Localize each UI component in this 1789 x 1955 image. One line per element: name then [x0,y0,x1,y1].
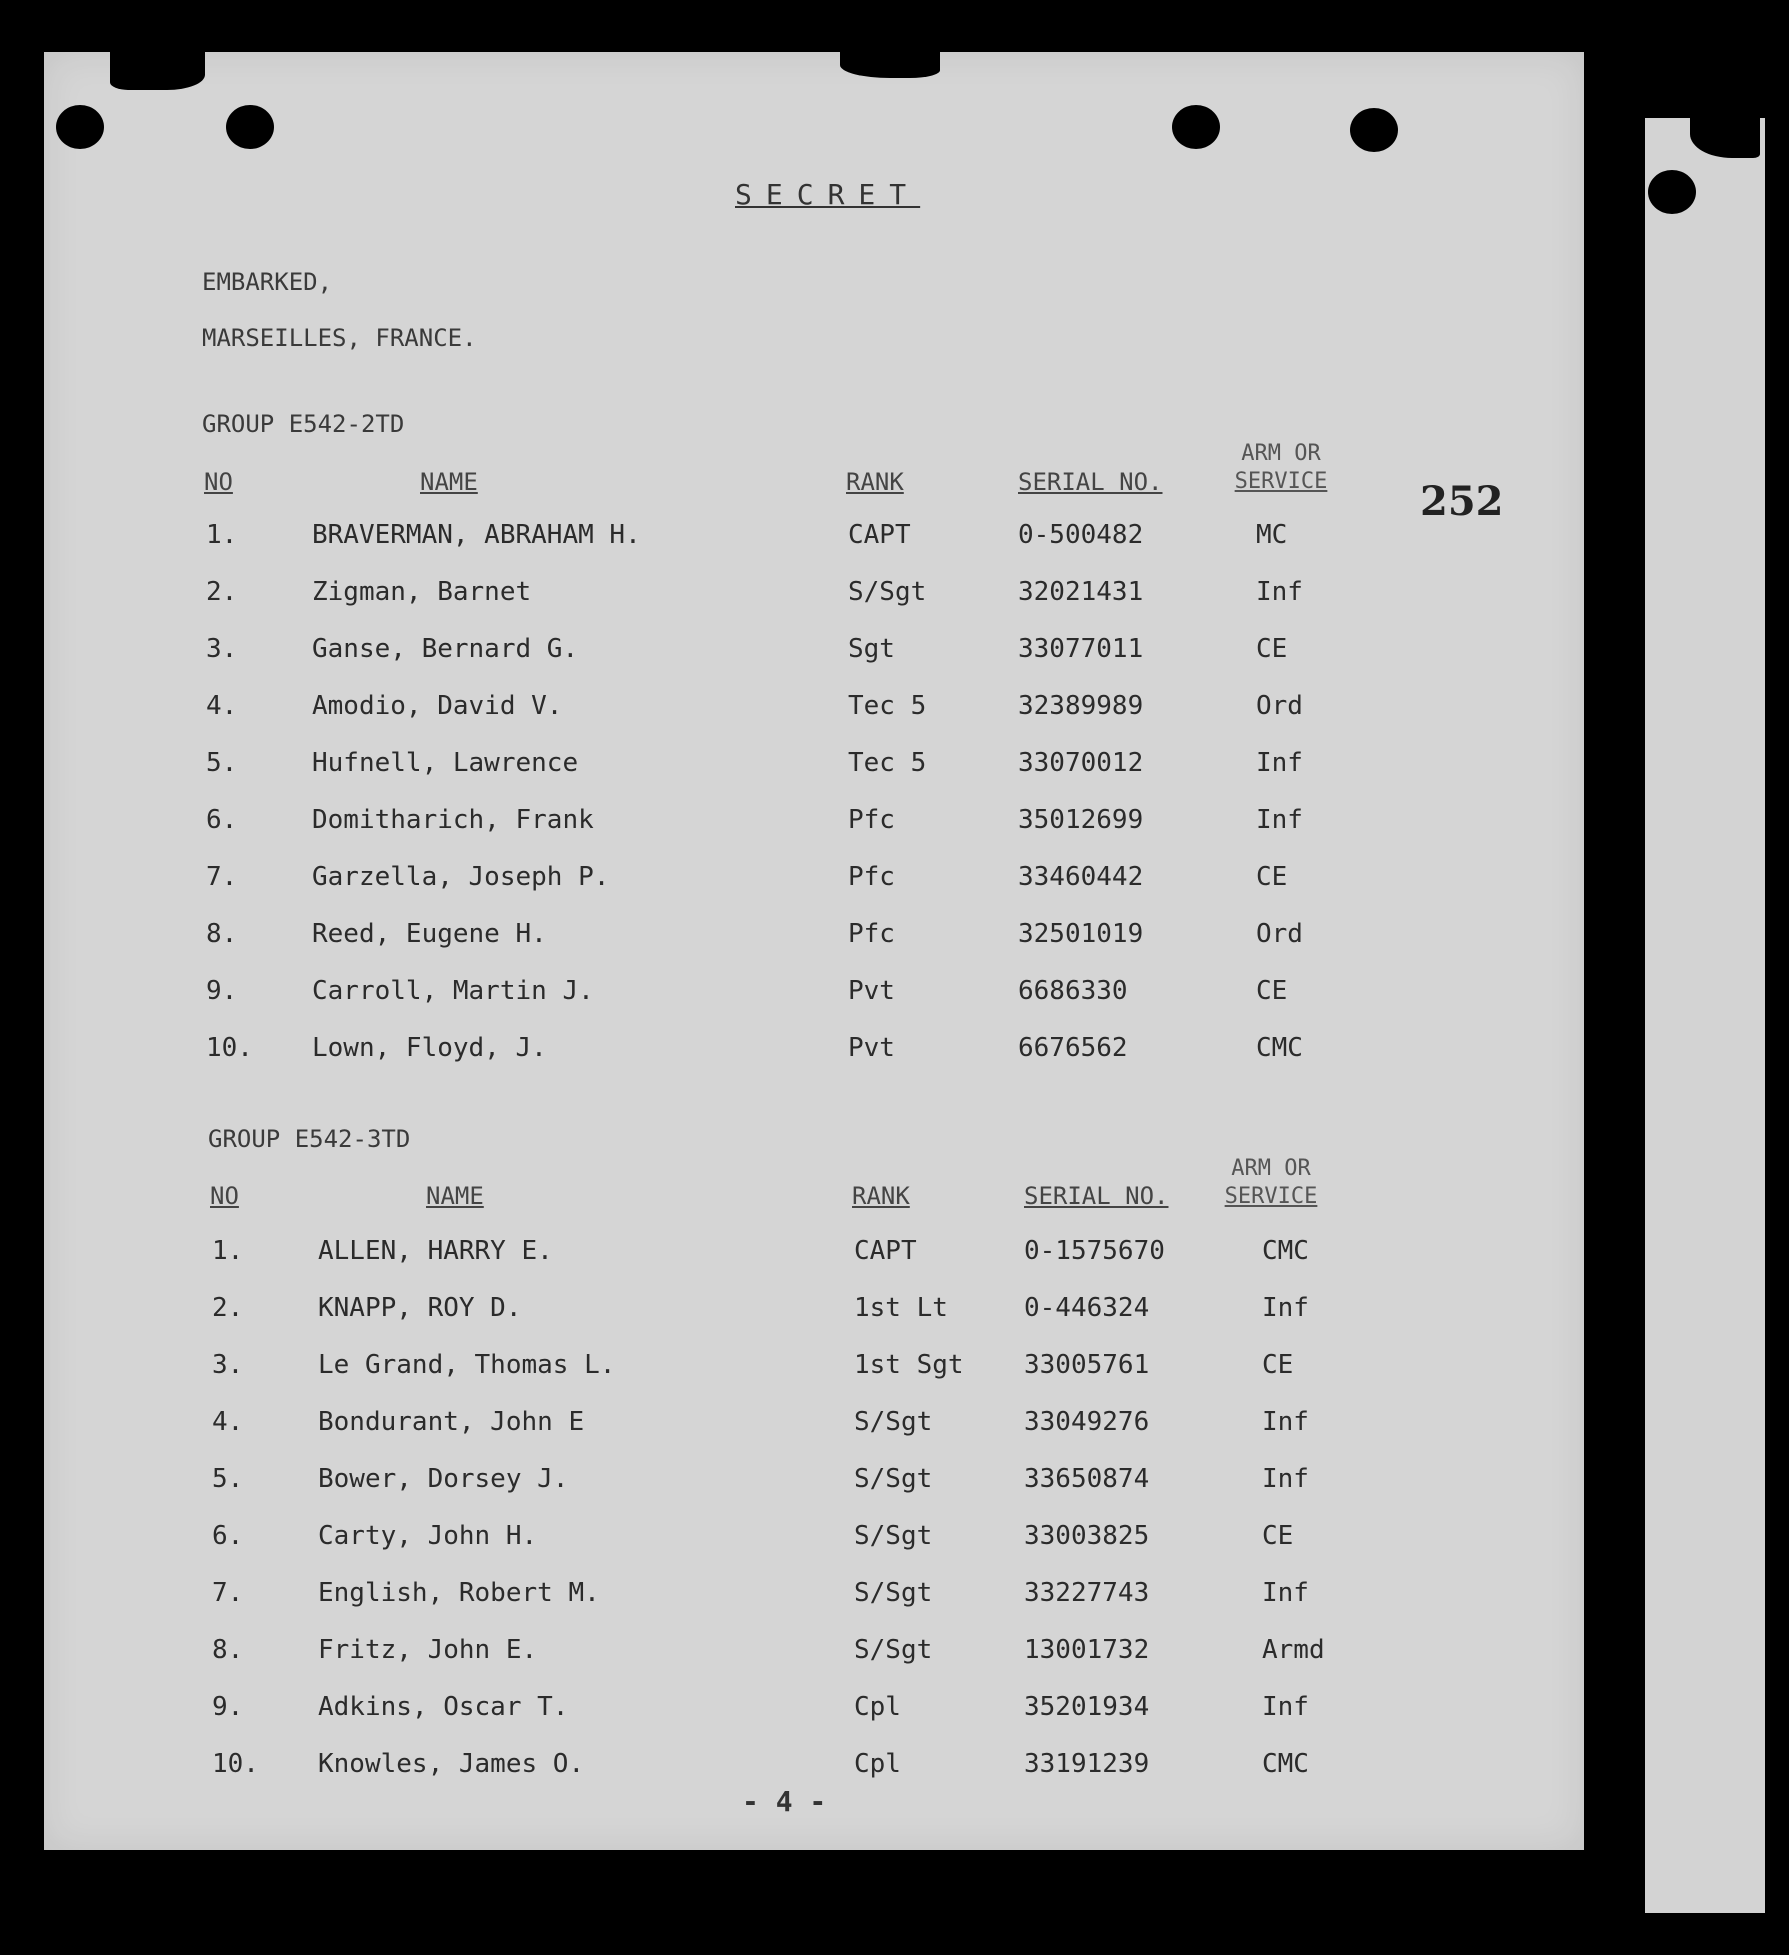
group-title: GROUP E542-2TD [202,410,405,438]
table-row [212,1521,1362,1561]
cell-name: Carty, John H. [318,1521,538,1551]
column-header-serial: SERIAL NO. [1018,468,1163,496]
cell-no: 3. [212,1350,244,1380]
cell-rank: S/Sgt [854,1464,933,1494]
cell-rank: Pvt [848,976,895,1006]
cell-arm: CE [1262,1521,1294,1551]
cell-serial: 33077011 [1018,634,1144,664]
table-row [206,976,1356,1016]
arm-header-top: ARM OR [1231,1156,1311,1181]
table-row [206,577,1356,617]
cell-serial: 0-446324 [1024,1293,1150,1323]
cell-name: Adkins, Oscar T. [318,1692,569,1722]
table-row [212,1293,1362,1333]
group-title: GROUP E542-3TD [208,1125,411,1153]
column-header-rank: RANK [852,1182,910,1210]
table-row [206,748,1356,788]
column-header-no: NO [210,1182,239,1210]
cell-no: 4. [212,1407,244,1437]
table-row [206,691,1356,731]
cell-no: 8. [212,1635,244,1665]
cell-rank: CAPT [854,1236,917,1266]
column-header-rank: RANK [846,468,904,496]
cell-rank: 1st Lt [854,1293,948,1323]
cell-arm: CE [1256,976,1288,1006]
cell-arm: CMC [1262,1749,1309,1779]
cell-serial: 35012699 [1018,805,1144,835]
table-row [212,1464,1362,1504]
cell-no: 5. [212,1464,244,1494]
cell-no: 9. [206,976,238,1006]
cell-rank: Cpl [854,1692,901,1722]
cell-no: 7. [206,862,238,892]
cell-arm: Inf [1262,1407,1309,1437]
cell-rank: S/Sgt [854,1407,933,1437]
cell-arm: Ord [1256,919,1303,949]
punch-hole [226,105,274,149]
page-number: - 4 - [742,1785,827,1818]
cell-arm: Inf [1256,577,1303,607]
cell-no: 7. [212,1578,244,1608]
cell-serial: 33005761 [1024,1350,1150,1380]
cell-serial: 33650874 [1024,1464,1150,1494]
arm-header-top: ARM OR [1241,441,1321,466]
cell-arm: Inf [1262,1464,1309,1494]
cell-rank: Pfc [848,805,895,835]
torn-edge [840,52,940,78]
cell-no: 6. [206,805,238,835]
cell-rank: Tec 5 [848,691,927,721]
cell-name: Knowles, James O. [318,1749,585,1779]
cell-serial: 13001732 [1024,1635,1150,1665]
cell-no: 8. [206,919,238,949]
cell-no: 5. [206,748,238,778]
cell-rank: Pfc [848,919,895,949]
cell-no: 2. [206,577,238,607]
column-header-serial: SERIAL NO. [1024,1182,1169,1210]
embarked-line: EMBARKED, [202,268,333,296]
cell-serial: 33191239 [1024,1749,1150,1779]
cell-name: Lown, Floyd, J. [312,1033,547,1063]
table-row [212,1578,1362,1618]
cell-arm: CE [1256,634,1288,664]
column-header-no: NO [204,468,233,496]
punch-hole [1648,170,1696,214]
cell-serial: 33049276 [1024,1407,1150,1437]
table-row [212,1749,1362,1789]
cell-no: 6. [212,1521,244,1551]
table-row [206,520,1356,560]
cell-no: 1. [212,1236,244,1266]
cell-no: 1. [206,520,238,550]
cell-rank: Pfc [848,862,895,892]
table-row [212,1407,1362,1447]
cell-arm: Inf [1262,1692,1309,1722]
cell-arm: CE [1256,862,1288,892]
cell-serial: 33227743 [1024,1578,1150,1608]
adjacent-page-strip [1645,118,1765,1913]
cell-arm: Inf [1262,1293,1309,1323]
cell-no: 3. [206,634,238,664]
cell-name: Amodio, David V. [312,691,563,721]
cell-arm: Inf [1256,805,1303,835]
cell-serial: 33070012 [1018,748,1144,778]
cell-name: Bondurant, John E [318,1407,585,1437]
cell-no: 4. [206,691,238,721]
cell-serial: 33460442 [1018,862,1144,892]
cell-serial: 33003825 [1024,1521,1150,1551]
cell-no: 10. [206,1033,253,1063]
cell-name: Carroll, Martin J. [312,976,594,1006]
cell-arm: CMC [1256,1033,1303,1063]
cell-rank: 1st Sgt [854,1350,964,1380]
cell-rank: S/Sgt [854,1635,933,1665]
classification-heading: SECRET [735,178,921,211]
cell-rank: S/Sgt [848,577,927,607]
cell-name: ALLEN, HARRY E. [318,1236,553,1266]
cell-name: English, Robert M. [318,1578,600,1608]
cell-name: Le Grand, Thomas L. [318,1350,616,1380]
table-row [206,919,1356,959]
cell-no: 9. [212,1692,244,1722]
punch-hole [1172,105,1220,149]
table-row [206,634,1356,674]
column-header-arm [1222,440,1340,496]
torn-edge [110,52,205,90]
column-header-name: NAME [426,1182,484,1210]
cell-arm: Ord [1256,691,1303,721]
table-row [206,862,1356,902]
cell-arm: Armd [1262,1635,1325,1665]
cell-serial: 32501019 [1018,919,1144,949]
cell-serial: 6686330 [1018,976,1128,1006]
table-row [212,1236,1362,1276]
cell-arm: CMC [1262,1236,1309,1266]
cell-rank: CAPT [848,520,911,550]
punch-hole [1350,108,1398,152]
cell-no: 10. [212,1749,259,1779]
cell-rank: Sgt [848,634,895,664]
cell-serial: 6676562 [1018,1033,1128,1063]
table-row [206,805,1356,845]
cell-name: Reed, Eugene H. [312,919,547,949]
cell-rank: S/Sgt [854,1578,933,1608]
cell-name: BRAVERMAN, ABRAHAM H. [312,520,641,550]
arm-header-bottom: SERVICE [1234,469,1328,494]
cell-name: Ganse, Bernard G. [312,634,579,664]
location-line: MARSEILLES, FRANCE. [202,324,477,352]
cell-arm: CE [1262,1350,1294,1380]
cell-rank: Cpl [854,1749,901,1779]
table-row [212,1692,1362,1732]
cell-name: Zigman, Barnet [312,577,532,607]
cell-name: KNAPP, ROY D. [318,1293,522,1323]
table-row [206,1033,1356,1073]
cell-serial: 32021431 [1018,577,1144,607]
cell-arm: MC [1256,520,1288,550]
cell-rank: Tec 5 [848,748,927,778]
column-header-arm [1212,1155,1330,1211]
cell-rank: Pvt [848,1033,895,1063]
cell-name: Bower, Dorsey J. [318,1464,569,1494]
cell-name: Domitharich, Frank [312,805,594,835]
cell-name: Hufnell, Lawrence [312,748,579,778]
table-row [212,1350,1362,1390]
cell-no: 2. [212,1293,244,1323]
table-row [212,1635,1362,1675]
page-stamp-number: 252 [1420,478,1504,525]
cell-serial: 0-500482 [1018,520,1144,550]
arm-header-bottom: SERVICE [1224,1184,1318,1209]
cell-serial: 35201934 [1024,1692,1150,1722]
cell-serial: 32389989 [1018,691,1144,721]
punch-hole [56,105,104,149]
column-header-name: NAME [420,468,478,496]
cell-serial: 0-1575670 [1024,1236,1165,1266]
cell-arm: Inf [1262,1578,1309,1608]
cell-name: Garzella, Joseph P. [312,862,610,892]
cell-arm: Inf [1256,748,1303,778]
cell-rank: S/Sgt [854,1521,933,1551]
cell-name: Fritz, John E. [318,1635,538,1665]
